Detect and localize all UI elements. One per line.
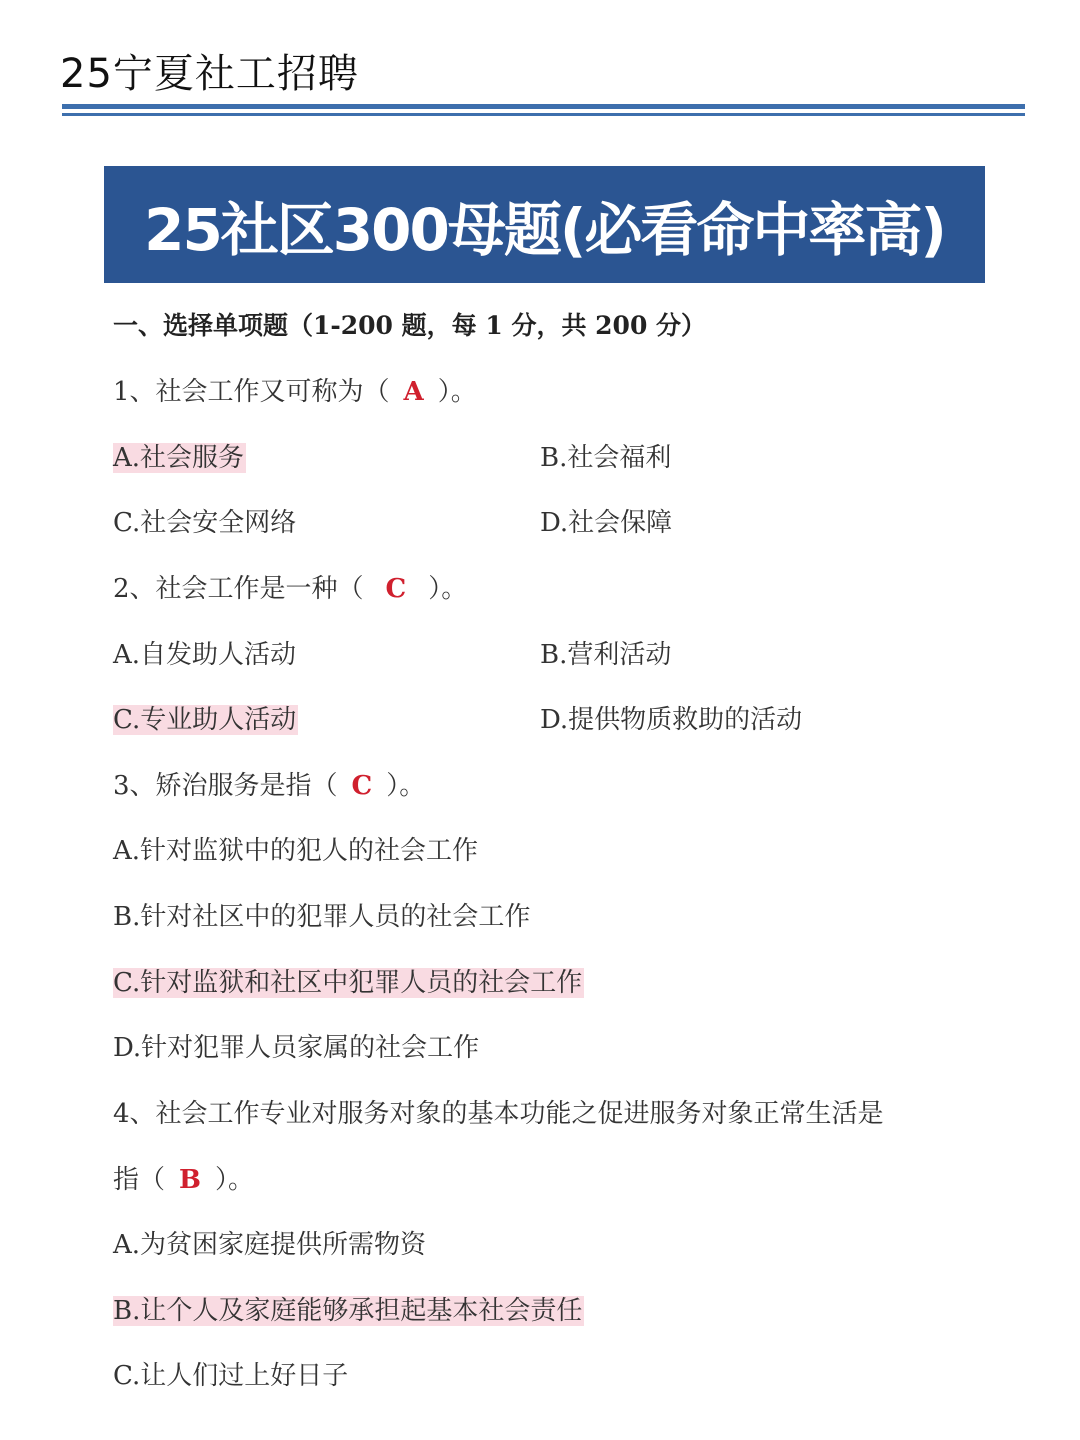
question-stem-text: 3、矫治服务是指（ [113,771,338,801]
question-stem-end: ）。 [437,377,477,407]
question-stem-end: ）。 [428,574,468,604]
answer-letter: C [385,574,407,604]
answer-letter: A [403,377,424,407]
correct-option-highlight: B.让个人及家庭能够承担起基本社会责任 [113,1296,583,1326]
question-3-stem [113,768,425,804]
page-header-title: 25宁夏社工招聘 [60,51,359,97]
question-2-option-d: D.提供物质救助的活动 [540,705,803,735]
question-4-option-a: A.为贫困家庭提供所需物资 [113,1230,427,1260]
question-stem-text: 1、社会工作又可称为（ [113,377,390,407]
title-banner [104,166,985,283]
answer-letter: C [351,771,373,801]
question-1-stem [113,374,477,410]
question-1-option-d: D.社会保障 [540,508,673,538]
question-4-stem-line1: 4、社会工作专业对服务对象的基本功能之促进服务对象正常生活是 [113,1099,884,1129]
header-divider-thick [62,104,1025,109]
question-3-option-c [113,965,584,1001]
question-4-stem-line2 [113,1162,254,1198]
question-stem-text: 指（ [113,1165,166,1195]
question-4-option-c: C.让人们过上好日子 [113,1361,349,1391]
question-4-option-b [113,1293,584,1329]
question-1-option-c: C.社会安全网络 [113,508,297,538]
correct-option-highlight: A.社会服务 [113,443,245,473]
correct-option-highlight: C.针对监狱和社区中犯罪人员的社会工作 [113,968,583,998]
correct-option-highlight: C.专业助人活动 [113,705,297,735]
question-3-option-d: D.针对犯罪人员家属的社会工作 [113,1033,480,1063]
question-2-option-b: B.营利活动 [540,640,672,670]
banner-title: 25社区300母题(必看命中率高) [144,195,945,264]
question-1-option-a [113,440,246,476]
question-2-option-a: A.自发助人活动 [113,640,297,670]
question-1-option-b: B.社会福利 [540,443,672,473]
question-stem-text: 2、社会工作是一种（ [113,574,364,604]
answer-letter: B [179,1165,201,1195]
question-2-stem [113,571,467,607]
header-divider-thin [62,113,1025,116]
question-stem-end: ）。 [386,771,426,801]
question-3-option-b: B.针对社区中的犯罪人员的社会工作 [113,902,531,932]
question-2-option-c [113,702,298,738]
question-stem-end: ）。 [215,1165,255,1195]
question-3-option-a: A.针对监狱中的犯人的社会工作 [113,836,479,866]
section-heading: 一、选择单项题（1-200 题，每 1 分，共 200 分） [113,311,707,340]
